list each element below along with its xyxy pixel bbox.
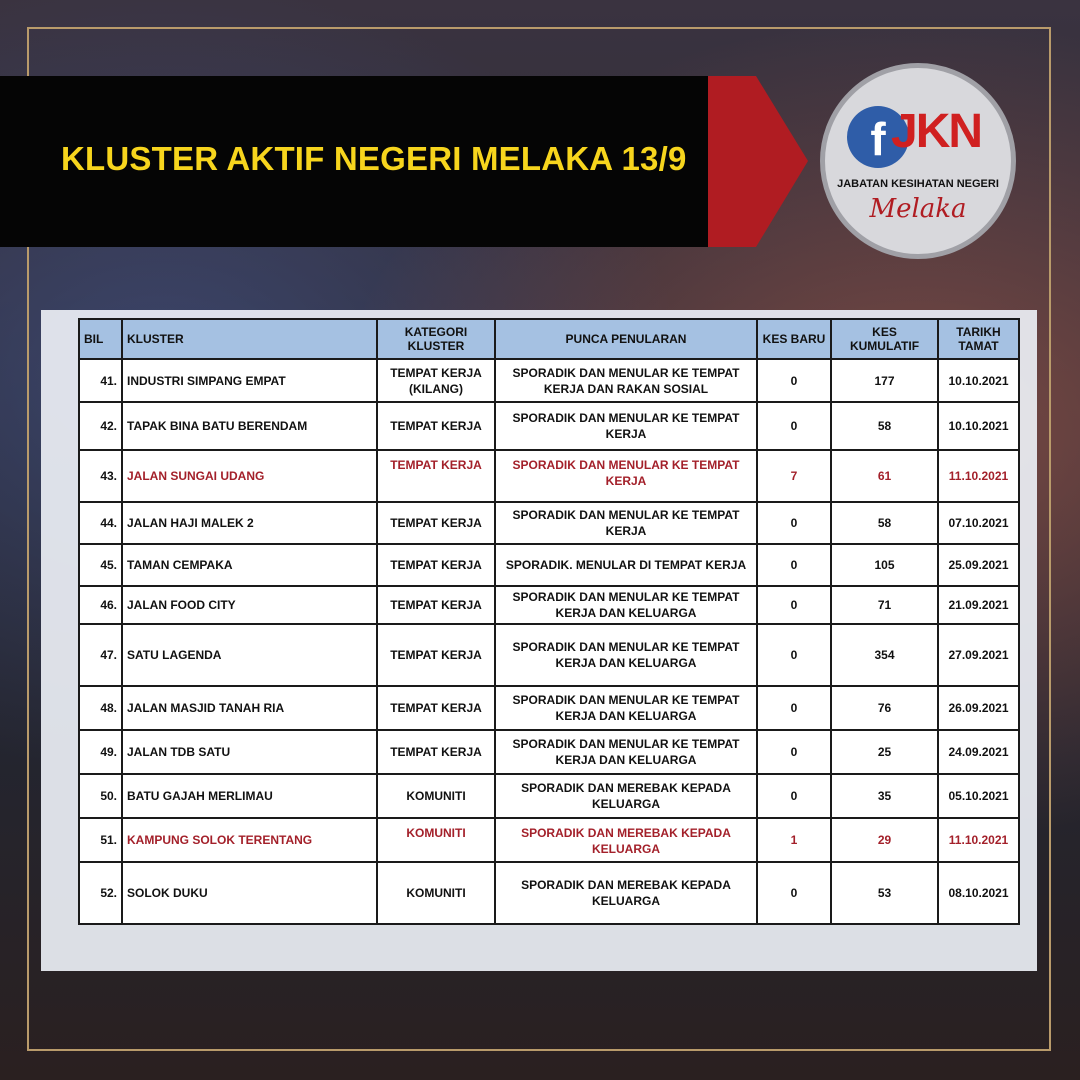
- table-row: [79, 730, 1019, 774]
- cell-punca: SPORADIK DAN MENULAR KE TEMPAT KERJA: [495, 402, 757, 450]
- cell-kes-kumulatif: 58: [831, 402, 938, 450]
- cell-tarikh-tamat: 24.09.2021: [938, 730, 1019, 774]
- cell-kes-kumulatif: 105: [831, 544, 938, 586]
- cell-kluster: JALAN HAJI MALEK 2: [122, 502, 377, 544]
- cell-kluster: JALAN TDB SATU: [122, 730, 377, 774]
- cell-bil: 50.: [79, 774, 122, 818]
- cell-kluster: KAMPUNG SOLOK TERENTANG: [122, 818, 377, 862]
- table-row: [79, 862, 1019, 924]
- cell-kluster: BATU GAJAH MERLIMAU: [122, 774, 377, 818]
- cell-punca: SPORADIK. MENULAR DI TEMPAT KERJA: [495, 544, 757, 586]
- cell-kes-baru: 0: [757, 402, 831, 450]
- cell-kluster: JALAN MASJID TANAH RIA: [122, 686, 377, 730]
- logo-abbreviation: JKN: [891, 105, 982, 158]
- cell-bil: 52.: [79, 862, 122, 924]
- header-tarikh-tamat: TARIKH TAMAT: [938, 319, 1019, 359]
- header-bil: BIL: [79, 319, 122, 359]
- cell-kategori: TEMPAT KERJA: [377, 686, 495, 730]
- header-kategori: KATEGORI KLUSTER: [377, 319, 495, 359]
- cell-kategori: TEMPAT KERJA: [377, 730, 495, 774]
- header-kes-baru: KES BARU: [757, 319, 831, 359]
- cell-kategori: TEMPAT KERJA: [377, 586, 495, 624]
- table-row: [79, 586, 1019, 624]
- cell-kategori: KOMUNITI: [377, 774, 495, 818]
- cell-kategori: TEMPAT KERJA: [377, 544, 495, 586]
- cell-kes-kumulatif: 71: [831, 586, 938, 624]
- cell-bil: 49.: [79, 730, 122, 774]
- cell-kes-kumulatif: 76: [831, 686, 938, 730]
- cell-kes-kumulatif: 61: [831, 450, 938, 502]
- cell-bil: 45.: [79, 544, 122, 586]
- cell-kategori: KOMUNITI: [377, 818, 495, 862]
- table-row: [79, 450, 1019, 502]
- cell-punca: SPORADIK DAN MENULAR KE TEMPAT KERJA DAN KELUARGA: [495, 686, 757, 730]
- cell-bil: 44.: [79, 502, 122, 544]
- cell-kluster: INDUSTRI SIMPANG EMPAT: [122, 359, 377, 402]
- cell-bil: 48.: [79, 686, 122, 730]
- cell-kluster: TAPAK BINA BATU BERENDAM: [122, 402, 377, 450]
- header-kluster: KLUSTER: [122, 319, 377, 359]
- cell-tarikh-tamat: 27.09.2021: [938, 624, 1019, 686]
- cell-tarikh-tamat: 08.10.2021: [938, 862, 1019, 924]
- cell-punca: SPORADIK DAN MEREBAK KEPADA KELUARGA: [495, 774, 757, 818]
- cell-kes-baru: 7: [757, 450, 831, 502]
- cell-kes-baru: 0: [757, 359, 831, 402]
- table-row: [79, 402, 1019, 450]
- cell-bil: 43.: [79, 450, 122, 502]
- cell-bil: 51.: [79, 818, 122, 862]
- cell-punca: SPORADIK DAN MENULAR KE TEMPAT KERJA: [495, 450, 757, 502]
- cell-kluster: TAMAN CEMPAKA: [122, 544, 377, 586]
- cell-punca: SPORADIK DAN MENULAR KE TEMPAT KERJA DAN RAKAN SOSIAL: [495, 359, 757, 402]
- cell-kes-baru: 1: [757, 818, 831, 862]
- cell-kes-kumulatif: 354: [831, 624, 938, 686]
- cell-kategori: TEMPAT KERJA: [377, 402, 495, 450]
- cell-kes-baru: 0: [757, 502, 831, 544]
- cell-tarikh-tamat: 05.10.2021: [938, 774, 1019, 818]
- cell-punca: SPORADIK DAN MEREBAK KEPADA KELUARGA: [495, 862, 757, 924]
- cell-kes-kumulatif: 53: [831, 862, 938, 924]
- cell-tarikh-tamat: 11.10.2021: [938, 450, 1019, 502]
- header-kes-kumulatif: KES KUMULATIF: [831, 319, 938, 359]
- cell-kes-baru: 0: [757, 686, 831, 730]
- cell-tarikh-tamat: 25.09.2021: [938, 544, 1019, 586]
- cell-tarikh-tamat: 26.09.2021: [938, 686, 1019, 730]
- cell-kes-kumulatif: 58: [831, 502, 938, 544]
- cell-kategori: TEMPAT KERJA (KILANG): [377, 359, 495, 402]
- table-row: [79, 624, 1019, 686]
- table-row: [79, 359, 1019, 402]
- cell-kes-kumulatif: 29: [831, 818, 938, 862]
- cell-kluster: SATU LAGENDA: [122, 624, 377, 686]
- cell-kategori: TEMPAT KERJA: [377, 502, 495, 544]
- cell-kategori: TEMPAT KERJA: [377, 624, 495, 686]
- cell-tarikh-tamat: 11.10.2021: [938, 818, 1019, 862]
- table-row: [79, 544, 1019, 586]
- cell-kes-kumulatif: 35: [831, 774, 938, 818]
- cell-kes-baru: 0: [757, 544, 831, 586]
- cell-tarikh-tamat: 21.09.2021: [938, 586, 1019, 624]
- cell-kluster: JALAN FOOD CITY: [122, 586, 377, 624]
- cell-kes-baru: 0: [757, 624, 831, 686]
- cell-kategori: TEMPAT KERJA: [377, 450, 495, 502]
- cell-tarikh-tamat: 10.10.2021: [938, 402, 1019, 450]
- header-punca: PUNCA PENULARAN: [495, 319, 757, 359]
- cell-kes-baru: 0: [757, 862, 831, 924]
- page-title: KLUSTER AKTIF NEGERI MELAKA 13/9: [61, 140, 687, 177]
- cell-kluster: JALAN SUNGAI UDANG: [122, 450, 377, 502]
- facebook-icon: f: [847, 106, 909, 168]
- cell-punca: SPORADIK DAN MEREBAK KEPADA KELUARGA: [495, 818, 757, 862]
- cell-kes-baru: 0: [757, 730, 831, 774]
- table-row: [79, 502, 1019, 544]
- cell-kategori: KOMUNITI: [377, 862, 495, 924]
- logo-script-text: Melaka: [869, 194, 967, 224]
- table-row: [79, 686, 1019, 730]
- cell-punca: SPORADIK DAN MENULAR KE TEMPAT KERJA DAN KELUARGA: [495, 730, 757, 774]
- cell-kluster: SOLOK DUKU: [122, 862, 377, 924]
- logo-subtitle: JABATAN KESIHATAN NEGERI: [837, 178, 999, 190]
- cell-tarikh-tamat: 10.10.2021: [938, 359, 1019, 402]
- cell-kes-kumulatif: 25: [831, 730, 938, 774]
- cluster-table: [78, 318, 1020, 925]
- cell-bil: 46.: [79, 586, 122, 624]
- cell-punca: SPORADIK DAN MENULAR KE TEMPAT KERJA DAN KELUARGA: [495, 624, 757, 686]
- cell-kes-baru: 0: [757, 774, 831, 818]
- cell-tarikh-tamat: 07.10.2021: [938, 502, 1019, 544]
- cell-kes-kumulatif: 177: [831, 359, 938, 402]
- cell-bil: 41.: [79, 359, 122, 402]
- cell-bil: 42.: [79, 402, 122, 450]
- cell-bil: 47.: [79, 624, 122, 686]
- jkn-melaka-logo: [820, 63, 1016, 259]
- cell-punca: SPORADIK DAN MENULAR KE TEMPAT KERJA DAN KELUARGA: [495, 586, 757, 624]
- table-row: [79, 774, 1019, 818]
- table-header-row: [79, 319, 1019, 359]
- cell-kes-baru: 0: [757, 586, 831, 624]
- table-row: [79, 818, 1019, 862]
- cell-punca: SPORADIK DAN MENULAR KE TEMPAT KERJA: [495, 502, 757, 544]
